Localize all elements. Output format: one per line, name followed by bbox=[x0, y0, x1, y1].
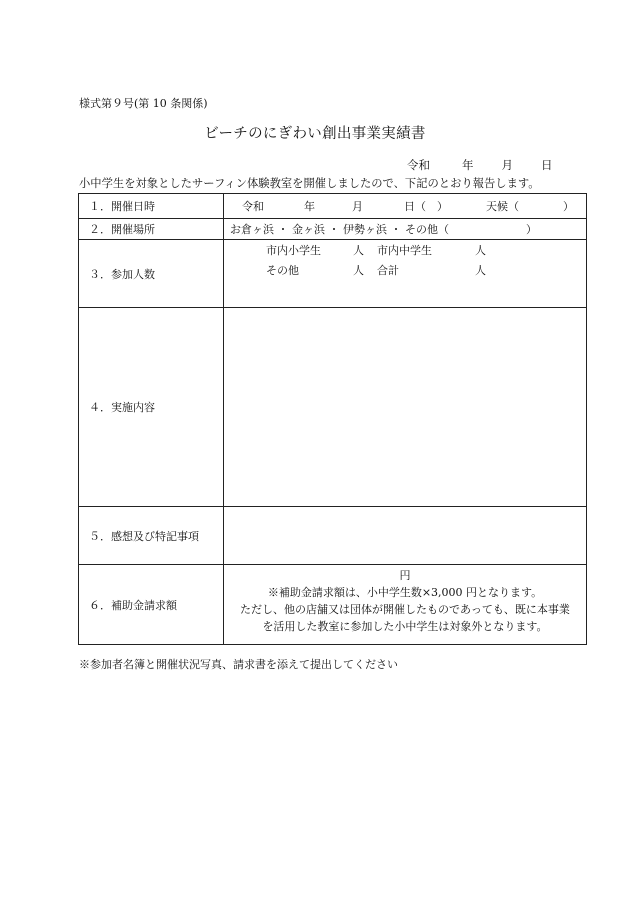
date-month-unit: 月 bbox=[352, 200, 363, 213]
weather-field: 天候（ ） bbox=[486, 200, 574, 213]
row-impressions bbox=[79, 507, 587, 565]
document-title: ビーチのにぎわい創出事業実績書 bbox=[204, 126, 426, 142]
date-era: 令和 bbox=[407, 158, 430, 172]
label-subsidy: ６．補助金請求額 bbox=[79, 565, 224, 645]
label-participants: ３．参加人数 bbox=[79, 240, 224, 308]
date-day-weekday: 日（ ） bbox=[404, 200, 448, 213]
subsidy-note-3: を活用した教室に参加した小中学生は対象外となります。 bbox=[262, 620, 548, 633]
form-number: 様式第９号(第 10 条関係) bbox=[79, 97, 208, 110]
other-label: その他 bbox=[266, 264, 299, 277]
report-table bbox=[78, 193, 587, 645]
venue-options: お倉ヶ浜 ・ 金ヶ浜 ・ 伊勢ヶ浜 ・ その他（ ） bbox=[230, 223, 537, 236]
date-era: 令和 bbox=[242, 200, 264, 213]
intro-text: 小中学生を対象としたサーフィン体験教室を開催しましたので、下記のとおり報告します。 bbox=[79, 177, 540, 190]
date-month-unit: 月 bbox=[501, 158, 513, 172]
subsidy-note-2: ただし、他の店舗又は団体が開催したものであっても、既に本事業 bbox=[240, 603, 570, 616]
date-day-unit: 日 bbox=[541, 158, 553, 172]
field-content[interactable] bbox=[224, 308, 587, 507]
label-date: １．開催日時 bbox=[79, 194, 224, 219]
row-participants bbox=[79, 240, 587, 308]
row-content bbox=[79, 308, 587, 507]
total-label: 合計 bbox=[377, 264, 399, 277]
field-subsidy[interactable] bbox=[224, 565, 587, 645]
date-year-unit: 年 bbox=[462, 158, 474, 172]
label-venue: ２．開催場所 bbox=[79, 219, 224, 240]
report-date bbox=[407, 160, 553, 172]
row-venue bbox=[79, 219, 587, 240]
total-unit: 人 bbox=[475, 264, 486, 277]
label-impressions: ５．感想及び特記事項 bbox=[79, 507, 224, 565]
other-unit: 人 bbox=[353, 264, 364, 277]
elementary-label: 市内小学生 bbox=[266, 244, 321, 257]
field-impressions[interactable] bbox=[224, 507, 587, 565]
field-date[interactable] bbox=[224, 194, 587, 219]
date-year-unit: 年 bbox=[304, 200, 315, 213]
field-venue[interactable] bbox=[224, 219, 587, 240]
junior-high-label: 市内中学生 bbox=[377, 244, 432, 257]
junior-high-unit: 人 bbox=[475, 244, 486, 257]
elementary-unit: 人 bbox=[353, 244, 364, 257]
field-participants[interactable] bbox=[224, 240, 587, 308]
subsidy-yen-unit: 円 bbox=[399, 569, 411, 582]
footnote: ※参加者名簿と開催状況写真、請求書を添えて提出してください bbox=[79, 658, 398, 671]
label-content: ４．実施内容 bbox=[79, 308, 224, 507]
subsidy-note-1: ※補助金請求額は、小中学生数×3,000 円となります。 bbox=[267, 586, 543, 599]
row-date bbox=[79, 194, 587, 219]
row-subsidy bbox=[79, 565, 587, 645]
